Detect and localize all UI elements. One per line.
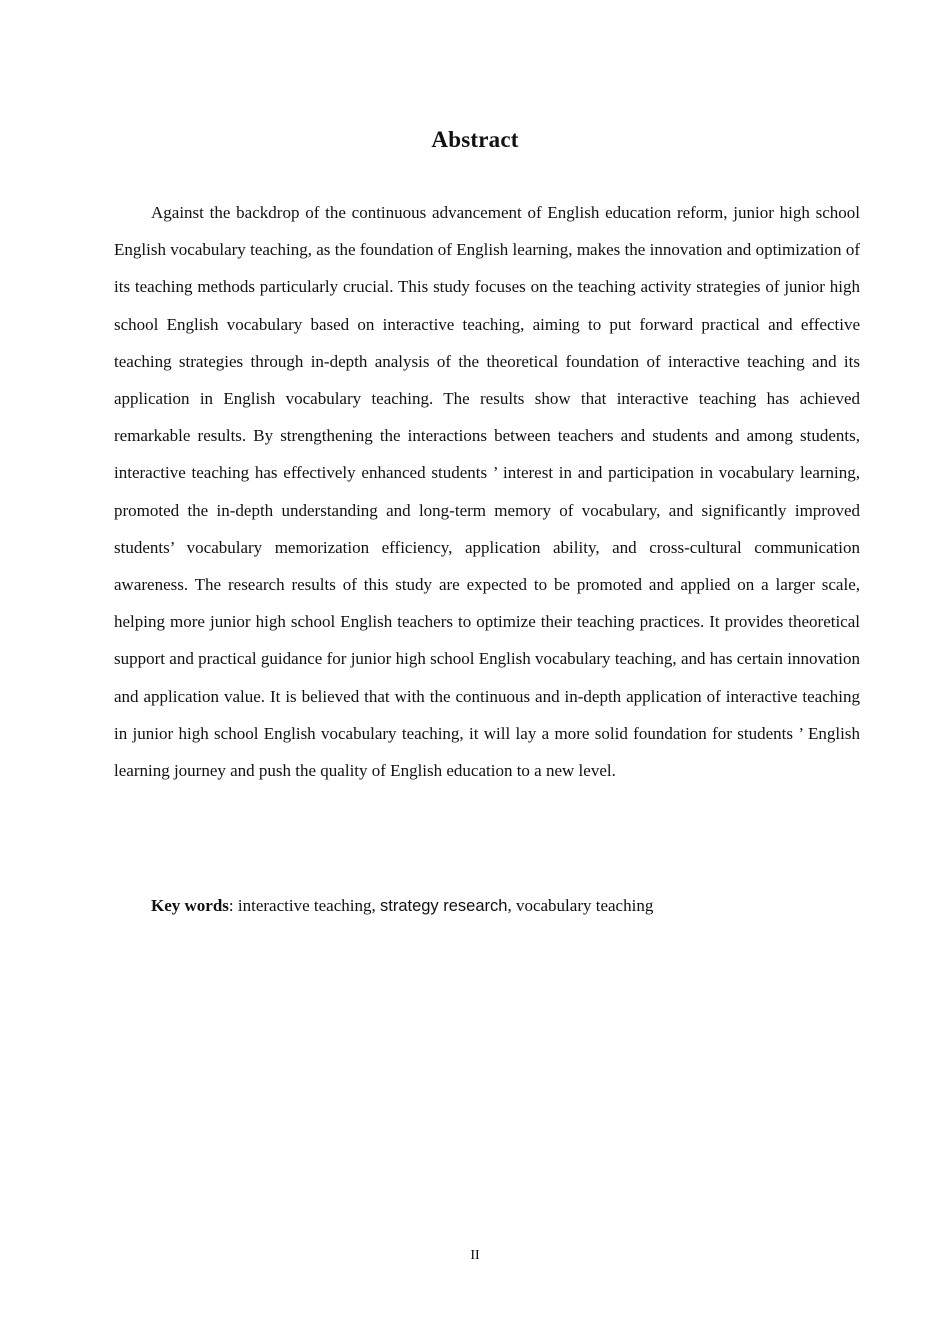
keywords-separator: : bbox=[228, 896, 238, 915]
abstract-paragraph: Against the backdrop of the continuous advancement of English education reform, junior high school English vocabulary teaching, as the foundation of English learning, makes the innovation and optimization of its teaching methods particularly crucial. This study focuses on the teaching activity strategies of junior high school English vocabulary based on interactive teaching, aiming to put forward practical and effective teaching strategies through in-depth analysis of the theoretical foundation of interactive teaching and its application in English vocabulary teaching. The results show that interactive teaching has achieved remarkable results. By strengthening the interactions between teachers and students and among students, interactive teaching has effectively enhanced students ’ interest in and participation in vocabulary learning, promoted the in-depth understanding and long-term memory of vocabulary, and significantly improved students’ vocabulary memorization efficiency, application ability, and cross-cultural communication awareness. The research results of this study are expected to be promoted and applied on a larger scale, helping more junior high school English teachers to optimize their teaching practices. It provides theoretical support and practical guidance for junior high school English vocabulary teaching, and has certain innovation and application value. It is believed that with the continuous and in-depth application of interactive teaching in junior high school English vocabulary teaching, it will lay a more solid foundation for students ’ English learning journey and push the quality of English education to a new level. bbox=[114, 203, 860, 781]
keyword-comma: , bbox=[507, 896, 516, 915]
abstract-title: Abstract bbox=[431, 127, 519, 152]
keyword-strategy-research: strategy research bbox=[379, 897, 508, 915]
keyword-comma: , bbox=[371, 896, 380, 915]
keywords-line bbox=[114, 887, 860, 925]
keywords-label: Key words bbox=[151, 896, 229, 915]
page-number: II bbox=[470, 1248, 480, 1263]
keyword-vocabulary-teaching: vocabulary teaching bbox=[515, 896, 654, 915]
keyword-interactive-teaching: interactive teaching bbox=[237, 896, 372, 915]
